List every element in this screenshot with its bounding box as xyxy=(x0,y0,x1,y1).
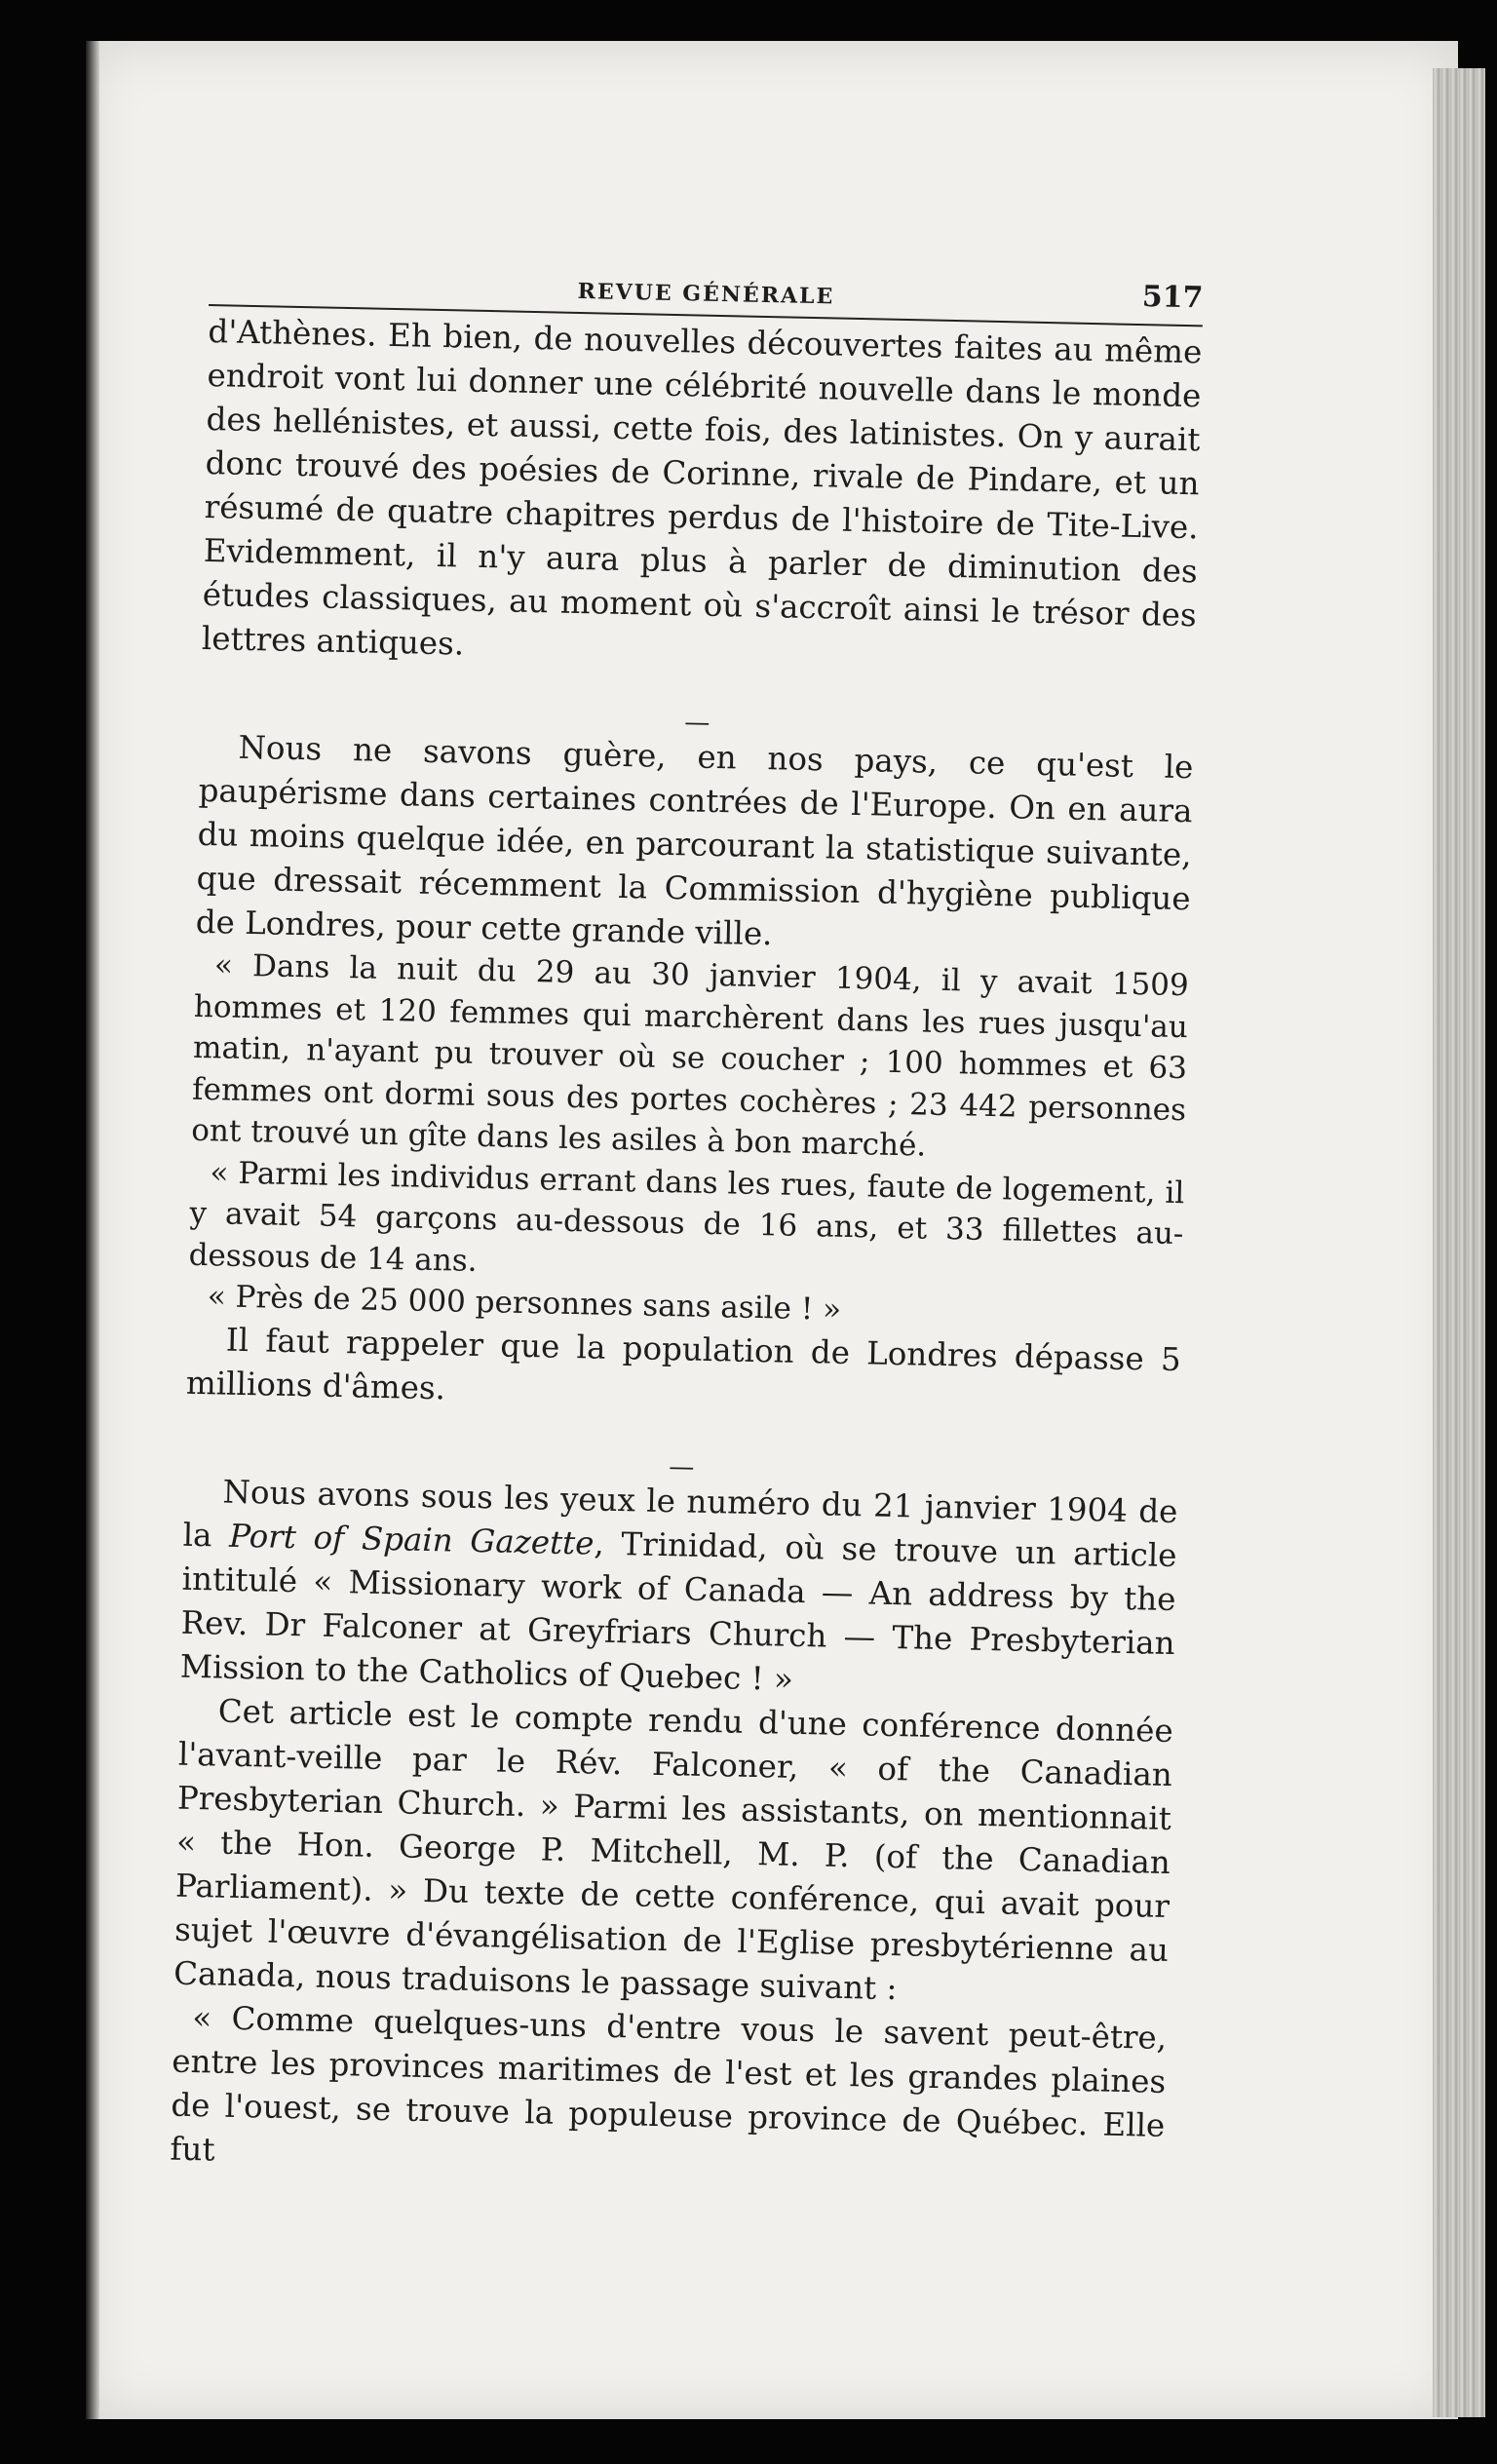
paragraph-quote-night: « Dans la nuit du 29 au 30 janvier 1904, il y avait 1509 hommes et 120 femmes qui marchèrent dans les rues jusqu'au matin, n'ayant pu trouver où se coucher ; 100 hommes et 63 femmes ont dormi sous des portes cochères ; 23 442 personnes ont trouvé un gîte dans les asiles à bon marché. xyxy=(190,947,1190,1164)
paragraph-conference: Cet article est le compte rendu d'une conférence donnée l'avant-veille par le Rév. Falconer, « of the Canadian Presbyterian Church. » Parmi les assistants, on mentionnait « the Hon. George P. Mitchell, M. P. (of the Canadian Parliament). » Du texte de cette conférence, qui avait pour sujet l'œuvre d'évangélisation de l'Eglise presbytérienne au Canada, nous traduisons le passage suivant : xyxy=(173,1692,1174,2007)
page-number: 517 xyxy=(1141,280,1204,316)
gazette-text-after: , Trinidad, où se trouve un article intitulé « Missionary work of Canada — An address by the Rev. Dr Falconer at Greyfriars Church — The Presbyterian Mission to the Catholics of Quebec ! » xyxy=(179,1524,1177,1698)
paragraph-quote-children: « Parmi les individus errant dans les rues, faute de logement, il y avait 54 garçons au-dessous de 16 ans, et 33 fillettes au-dessous de 14 ans. xyxy=(188,1154,1185,1279)
paragraph-gazette xyxy=(179,1469,1177,1709)
paragraph-quote-total: « Près de 25 000 personnes sans asile ! » xyxy=(207,1279,842,1328)
running-title: REVUE GÉNÉRALE xyxy=(577,278,835,310)
paragraph-population: Il faut rappeler que la population de Londres dépasse 5 millions d'âmes. xyxy=(185,1321,1182,1406)
paragraph-athens: d'Athènes. Eh bien, de nouvelles découvertes faites au même endroit vont lui donner une célébrité nouvelle dans le monde des hellénistes, et aussi, cette fois, des latinistes. On y aurait donc trouvé des poésies de Corinne, rivale de Pindare, et un résumé de quatre chapitres perdus de l'histoire de Tite-Live. Evidemment, il n'y aura plus à parler de diminution des études classiques, au moment où s'accroît ainsi le trésor des lettres antiques. xyxy=(201,312,1203,663)
gazette-text-before: Nous avons sous les yeux le numéro du 21 janvier 1904 de la xyxy=(182,1473,1178,1555)
book-spine-pages xyxy=(1433,68,1485,2417)
page-content xyxy=(170,263,1204,2191)
gazette-title: Port of Spain Gazette xyxy=(228,1517,595,1562)
page-shadow-edge xyxy=(86,41,99,2419)
section-separator: — xyxy=(683,708,710,738)
paragraph-pauperism-intro: Nous ne savons guère, en nos pays, ce qu'est le paupérisme dans certaines contrées de l'Europe. On en aura du moins quelque idée, en parcourant la statistique suivante, que dressait récemment la Commission d'hygiène publique de Londres, pour cette grande ville. xyxy=(195,728,1194,953)
paragraph-quote-quebec: « Comme quelques-uns d'entre vous le savent peut-être, entre les provinces maritimes de l'est et les grandes plaines de l'ouest, se trouve la populeuse province de Québec. Elle fut xyxy=(170,1998,1168,2169)
section-separator: — xyxy=(668,1451,695,1482)
